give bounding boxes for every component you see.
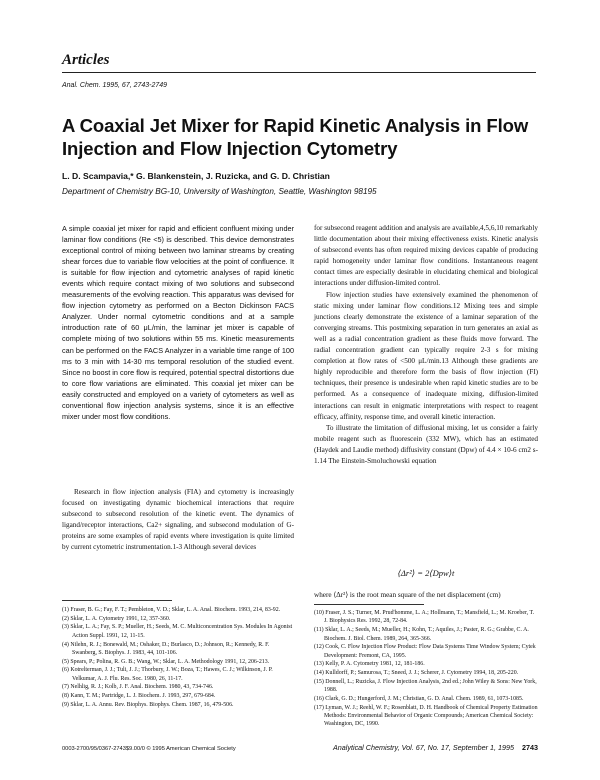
body-paragraph: for subsecond reagent addition and analysis are available,4,5,6,10 remarkably little documentation about their mixing effectiveness exists. Kinetic analysis of subsecond events has often required mixing devices capable of producing rapid homogeneity under laminar flow conditions. Instantaneous reagent contact times are especially desirable in elucidating chemical and biological interactions under diffusion-limited control. <box>314 224 538 288</box>
reference-item: (6) Kotrelterman, J. J.; Tuli, J. J.; Thorbury, J. W.; Boza, T.; Hawes, C. J.; Wilkinson, J. P. Velkumar, A. J. Flu. Res. Soc. 1980, 26, 11-17. <box>62 667 273 682</box>
article-title: A Coaxial Jet Mixer for Rapid Kinetic Analysis in Flow Injection and Flow Injection Cytometry <box>62 115 529 159</box>
body-paragraph: To illustrate the limitation of diffusional mixing, let us consider a fairly mobile reagent such as fluorescein (332 MW), which has an estimated (Haydek and Laudie method) diffusivity constant (Dpw) of 4.4 × 10-6 cm2 s-1.14 The Einstein-Smoluchowski equation <box>314 423 538 465</box>
intro-paragraph <box>62 487 294 554</box>
reference-item: (12) Cook, C. Flow Injection Flow Product: Flow Data Systems Time Window System; Cytek Development: Fremont, CA, 1995. <box>314 644 536 659</box>
journal-citation: Anal. Chem. 1995, 67, 2743-2749 <box>62 82 168 89</box>
abstract-text: A simple coaxial jet mixer for rapid and efficient confluent mixing under laminar flow conditions (Re <5) is described. This device demonstrates exceptional control of mixing between two laminar streams by creating shear forces due to variable flow velocities at the point of confluence. It is suitable for flow injection and cytometric analyses of rapid kinetic events which require contact mixing of two solutions and subsecond measurements of the evolving reaction. This apparatus was devised for flow injection cytometry as performed on a Becton Dickinson FACS Analyzer. Under normal cytometric conditions and at a sample introduction rate of 60 μL/min, the laminar jet mixer is capable of complete mixing of two solutions within 55 ms. Kinetic measurements can be performed on the FACS Analyzer in a variable time range of 100 ms to 3 min with 14-30 ms temporal resolution of the studied event. Since no boost in core flow is required, potential spectral distortions due to core flow variations are eliminated. This coaxial jet mixer can be easily constructed and employed on a variety of cytometers as well as conventional flow injection analysis systems, since it is an effective mixer under most flow conditions. <box>62 224 295 421</box>
footnote-divider <box>314 604 424 605</box>
author-affiliation: Department of Chemistry BG-10, University of Washington, Seattle, Washington 98195 <box>62 187 377 196</box>
body-paragraph: Flow injection studies have extensively examined the phenomenon of static mixing under laminar flow conditions.12 Mixing tees and simple junctions clearly demonstrate the existence of a laminar separation of the converging streams. This postmixing separation in turn generates an axial as well as a radial concentration gradient as these fluids move forward. The radial concentration gradient can typically require 2-3 s for mixing completion at flow rates of <500 μL/min.13 Although these gradients are highly reproducible and therefore form the basis of flow injection (FI) techniques, their presence is undesirable when rapid kinetic studies are to be performed. As a consequence of inadequate mixing, diffusion-limited interactions can result in enigmatic interpretations with respect to reagent efficacy, affinity, response time, and overall kinetic interaction. <box>314 290 538 421</box>
reference-item: (14) Kulldorff, P.; Samurosa, T.; Sneed, J. J.; Scherer, J. Cytometry 1994, 18, 205-220. <box>314 670 519 677</box>
reference-item: (8) Kann, T. M.; Partridge, L. J. Biochem. J. 1993, 297, 679-684. <box>62 693 216 700</box>
einstein-equation: ⟨Δr²⟩ = 2⟨Dpw⟩t <box>397 568 455 578</box>
reference-item: (2) Sklar, L. A. Cytometry 1991, 12, 357-360. <box>62 615 171 622</box>
reference-item: (5) Spears, P.; Polina, R. G. B.; Wang, W.; Sklar, L. A. Methodology 1991, 12, 206-213. <box>62 658 270 665</box>
running-footer <box>333 743 538 752</box>
section-divider <box>62 72 536 73</box>
reference-item: (3) Sklar, L. A.; Fay, S. P.; Mueller, H.; Seeds, M. C. Multiconcentration Sys. Modules In Agonist Action Suppl. 1991, 12, 11-15. <box>62 624 293 639</box>
right-column <box>314 223 538 467</box>
references-left <box>62 606 294 710</box>
intro-text: Research in flow injection analysis (FIA) and cytometry is increasingly focused on investigating dynamic biochemical interactions that require subsecond to subsecond resolution of the kinetic event. The dynamics of ligand/receptor interactions, Ca2+ signaling, and subsecond modulation of G-proteins are some examples of rapid events where investigation is quite limited by current cytometric instrumentation.1-3 Although several devices <box>62 488 294 552</box>
copyright-line: 0003-2700/95/0367-2743$9.00/0 © 1995 American Chemical Society <box>62 746 236 752</box>
reference-item: (10) Fraser, J. S.; Turner, M. Prud'homme, L. A.; Hollmann, T.; Mansfield, L.; M. Kroeber, T. J. Biophysics Res. 1992, 28, 72-84. <box>314 610 535 625</box>
abstract <box>62 223 294 422</box>
author-list: L. D. Scampavia,* G. Blankenstein, J. Ruzicka, and G. D. Christian <box>62 171 330 181</box>
reference-item: (11) Sklar, L. A.; Seeds, M.; Mueller, H.; Kohn, T.; Aquiles, J.; Paster, R. G.; Grabbe, C. A. Biochem. J. Biol. Chem. 1989, 264, 365-366. <box>314 627 529 642</box>
reference-item: (13) Kelly, P. A. Cytometry 1981, 12, 181-186. <box>314 661 425 668</box>
reference-item: (4) Nilehn, R. J.; Bonewald, M.; Oshaker, D.; Burlasco, D.; Johnson, R.; Kennedy, R. F. Swanberg, S. Biophys. J. 1983, 44, 101-106. <box>62 641 270 656</box>
page-number: 2743 <box>522 743 538 752</box>
reference-item: (9) Sklar, L. A. Annu. Rev. Biophys. Biophys. Chem. 1987, 16, 479-506. <box>62 701 234 708</box>
reference-item: (7) Nelhlig, R. J.; Kolb, J. F. Anal. Biochem. 1980, 43, 734-746. <box>62 684 214 691</box>
reference-item: (17) Lyman, W. J.; Reehl, W. F.; Rosenblatt, D. H. Handbook of Chemical Property Estimation Methods: Environmental Behavior of Organic Compounds; American Chemical Society: Washington, DC, 1990. <box>314 704 538 728</box>
reference-item: (1) Fraser, B. G.; Fay, F. T.; Pembleton, V. D.; Sklar, L. A. Anal. Biochem. 1993, 214, 83-92. <box>62 607 281 613</box>
section-label: Articles <box>62 52 110 68</box>
footnote-divider <box>62 600 172 601</box>
equation-explanation: where ⟨Δr²⟩ is the root mean square of the net displacement (cm) <box>314 591 501 599</box>
journal-issue: Analytical Chemistry, Vol. 67, No. 17, September 1, 1995 <box>333 743 514 752</box>
reference-item: (15) Donnell, L.; Ruzicka, J. Flow Injection Analysis, 2nd ed.; John Wiley & Sons: New York, 1988. <box>314 678 537 694</box>
reference-item: (16) Clark, G. D.; Hungerford, J. M.; Christian, G. D. Anal. Chem. 1989, 61, 1073-1085. <box>314 695 524 702</box>
references-right <box>314 609 538 729</box>
